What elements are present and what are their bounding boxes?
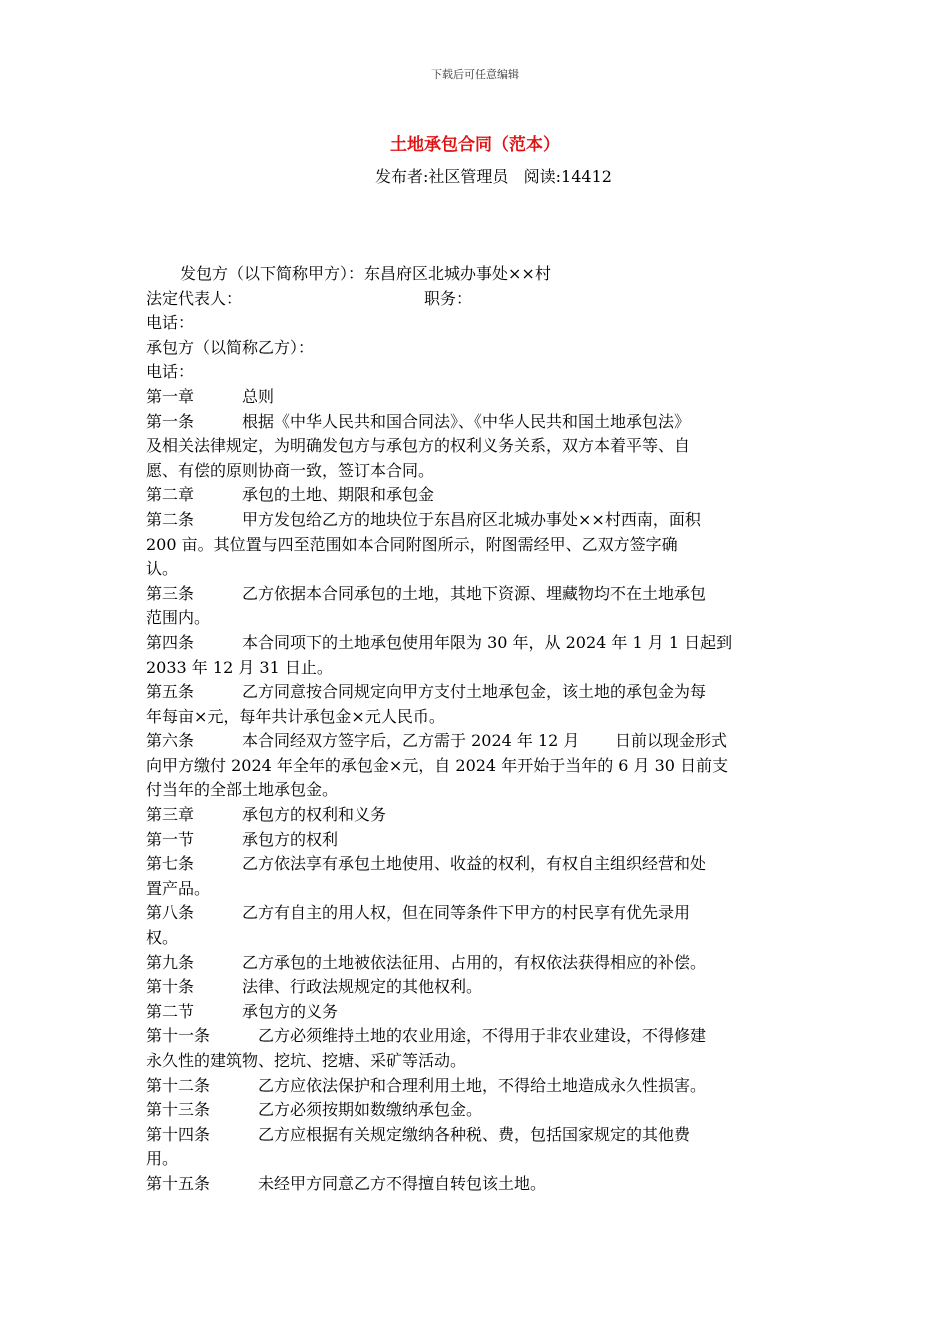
clause-line bbox=[146, 680, 806, 705]
clause-label: 第八条 bbox=[146, 903, 195, 923]
clause-line bbox=[146, 631, 806, 656]
clause-label: 第十一条 bbox=[146, 1026, 211, 1046]
clause-label: 第十条 bbox=[146, 977, 195, 997]
document-title: 土地承包合同（范本） bbox=[390, 135, 560, 155]
clause-text: 未经甲方同意乙方不得擅自转包该土地。 bbox=[258, 1173, 547, 1193]
clause-line bbox=[146, 533, 806, 558]
clause-line bbox=[146, 385, 806, 410]
clause-text: 置产品。 bbox=[146, 878, 211, 898]
phone-line-2: 电话： bbox=[146, 362, 195, 382]
legal-rep-label: 法定代表人： bbox=[146, 288, 243, 308]
clause-text: 乙方应依法保护和合理利用土地，不得给土地造成永久性损害。 bbox=[258, 1075, 707, 1095]
clause-text: 付当年的全部土地承包金。 bbox=[146, 780, 339, 800]
clause-text: 乙方必须维持土地的农业用途，不得用于非农业建设，不得修建 bbox=[258, 1026, 707, 1046]
header-note: 下载后可任意编辑 bbox=[431, 68, 519, 81]
position-label: 职务： bbox=[424, 288, 473, 308]
clause-line bbox=[146, 926, 806, 951]
clause-label: 第二章 bbox=[146, 485, 195, 505]
clause-line bbox=[146, 778, 806, 803]
clause-text: 本合同项下的土地承包使用年限为 30 年，从 2024 年 1 月 1 日起到 bbox=[242, 632, 733, 652]
clause-line bbox=[146, 1049, 806, 1074]
clause-line bbox=[146, 1098, 806, 1123]
phone-line-1: 电话： bbox=[146, 313, 195, 333]
clause-text: 承包方的义务 bbox=[242, 1001, 339, 1021]
clause-line bbox=[146, 705, 806, 730]
clause-line bbox=[146, 1172, 806, 1197]
clause-text: 乙方承包的土地被依法征用、占用的，有权依法获得相应的补偿。 bbox=[242, 952, 707, 972]
clause-label: 第四条 bbox=[146, 632, 195, 652]
issuer-line: 发包方（以下简称甲方）：东昌府区北城办事处××村 bbox=[180, 264, 551, 283]
clause-label: 第十二条 bbox=[146, 1075, 211, 1095]
clause-text: 根据《中华人民共和国合同法》、《中华人民共和国土地承包法》 bbox=[242, 411, 691, 431]
contract-body bbox=[146, 262, 806, 1197]
clause-text: 年每亩×元，每年共计承包金×元人民币。 bbox=[146, 706, 445, 726]
clause-text: 本合同经双方签字后，乙方需于 2024 年 12 月 日前以现金形式 bbox=[242, 731, 728, 751]
clause-label: 第六条 bbox=[146, 731, 195, 751]
clause-label: 第一节 bbox=[146, 829, 195, 849]
clause-text: 及相关法律规定，为明确发包方与承包方的权利义务关系，双方本着平等、自 bbox=[146, 436, 691, 456]
clause-line bbox=[146, 951, 806, 976]
clause-text: 承包方的权利 bbox=[242, 829, 339, 849]
clause-text: 总则 bbox=[242, 386, 275, 406]
clause-line bbox=[146, 459, 806, 484]
clause-text: 永久性的建筑物、挖坑、挖塘、采矿等活动。 bbox=[146, 1051, 467, 1070]
clause-label: 第一条 bbox=[146, 411, 195, 431]
clause-line bbox=[146, 754, 806, 779]
clause-line bbox=[146, 901, 806, 926]
clause-text: 向甲方缴付 2024 年全年的承包金×元，自 2024 年开始于当年的 6 月 30 日前支 bbox=[146, 755, 729, 775]
clause-line bbox=[146, 557, 806, 582]
clause-line bbox=[146, 803, 806, 828]
clause-line bbox=[146, 606, 806, 631]
clause-line bbox=[146, 877, 806, 902]
clause-label: 第一章 bbox=[146, 386, 195, 406]
legal-rep-line bbox=[146, 287, 806, 312]
clause-text: 甲方发包给乙方的地块位于东昌府区北城办事处××村西南，面积 bbox=[242, 509, 701, 529]
document-meta: 发布者:社区管理员 阅读:14412 bbox=[375, 167, 612, 186]
clause-text: 2033 年 12 月 31 日止。 bbox=[146, 657, 333, 677]
clauses bbox=[146, 385, 806, 1197]
clause-label: 第十五条 bbox=[146, 1173, 211, 1193]
clause-line bbox=[146, 508, 806, 533]
clause-line bbox=[146, 828, 806, 853]
clause-text: 认。 bbox=[146, 559, 179, 579]
clause-line bbox=[146, 656, 806, 681]
clause-text: 承包的土地、期限和承包金 bbox=[242, 485, 435, 505]
clause-text: 乙方依据本合同承包的土地，其地下资源、埋藏物均不在土地承包 bbox=[242, 583, 707, 603]
clause-text: 乙方同意按合同规定向甲方支付土地承包金，该土地的承包金为每 bbox=[242, 682, 707, 702]
clause-text: 用。 bbox=[146, 1149, 179, 1169]
clause-text: 法律、行政法规规定的其他权利。 bbox=[242, 977, 483, 997]
clause-line bbox=[146, 729, 806, 754]
clause-label: 第二节 bbox=[146, 1001, 195, 1021]
clause-line bbox=[146, 852, 806, 877]
clause-label: 第七条 bbox=[146, 854, 195, 874]
clause-label: 第三章 bbox=[146, 805, 195, 825]
clause-label: 第九条 bbox=[146, 952, 195, 972]
clause-line bbox=[146, 434, 806, 459]
clause-label: 第十四条 bbox=[146, 1124, 211, 1144]
clause-text: 承包方的权利和义务 bbox=[242, 805, 387, 825]
clause-label: 第十三条 bbox=[146, 1100, 211, 1120]
clause-line bbox=[146, 975, 806, 1000]
clause-label: 第五条 bbox=[146, 682, 195, 702]
clause-text: 200 亩。其位置与四至范围如本合同附图所示，附图需经甲、乙双方签字确 bbox=[146, 534, 678, 554]
clause-label: 第三条 bbox=[146, 583, 195, 603]
clause-text: 愿、有偿的原则协商一致，签订本合同。 bbox=[146, 460, 435, 480]
clause-line bbox=[146, 1000, 806, 1025]
clause-line bbox=[146, 582, 806, 607]
clause-line bbox=[146, 1123, 806, 1148]
clause-text: 权。 bbox=[146, 928, 179, 948]
clause-text: 乙方应根据有关规定缴纳各种税、费，包括国家规定的其他费 bbox=[258, 1124, 691, 1144]
clause-line bbox=[146, 1147, 806, 1172]
clause-line bbox=[146, 410, 806, 435]
clause-line bbox=[146, 1024, 806, 1049]
clause-text: 乙方依法享有承包土地使用、收益的权利，有权自主组织经营和处 bbox=[242, 854, 707, 874]
clause-line bbox=[146, 1074, 806, 1099]
clause-text: 乙方有自主的用人权，但在同等条件下甲方的村民享有优先录用 bbox=[242, 903, 691, 923]
contractor-line: 承包方（以简称乙方）： bbox=[146, 337, 315, 357]
clause-text: 范围内。 bbox=[146, 608, 211, 628]
clause-line bbox=[146, 483, 806, 508]
clause-label: 第二条 bbox=[146, 509, 195, 529]
clause-text: 乙方必须按期如数缴纳承包金。 bbox=[258, 1100, 483, 1120]
